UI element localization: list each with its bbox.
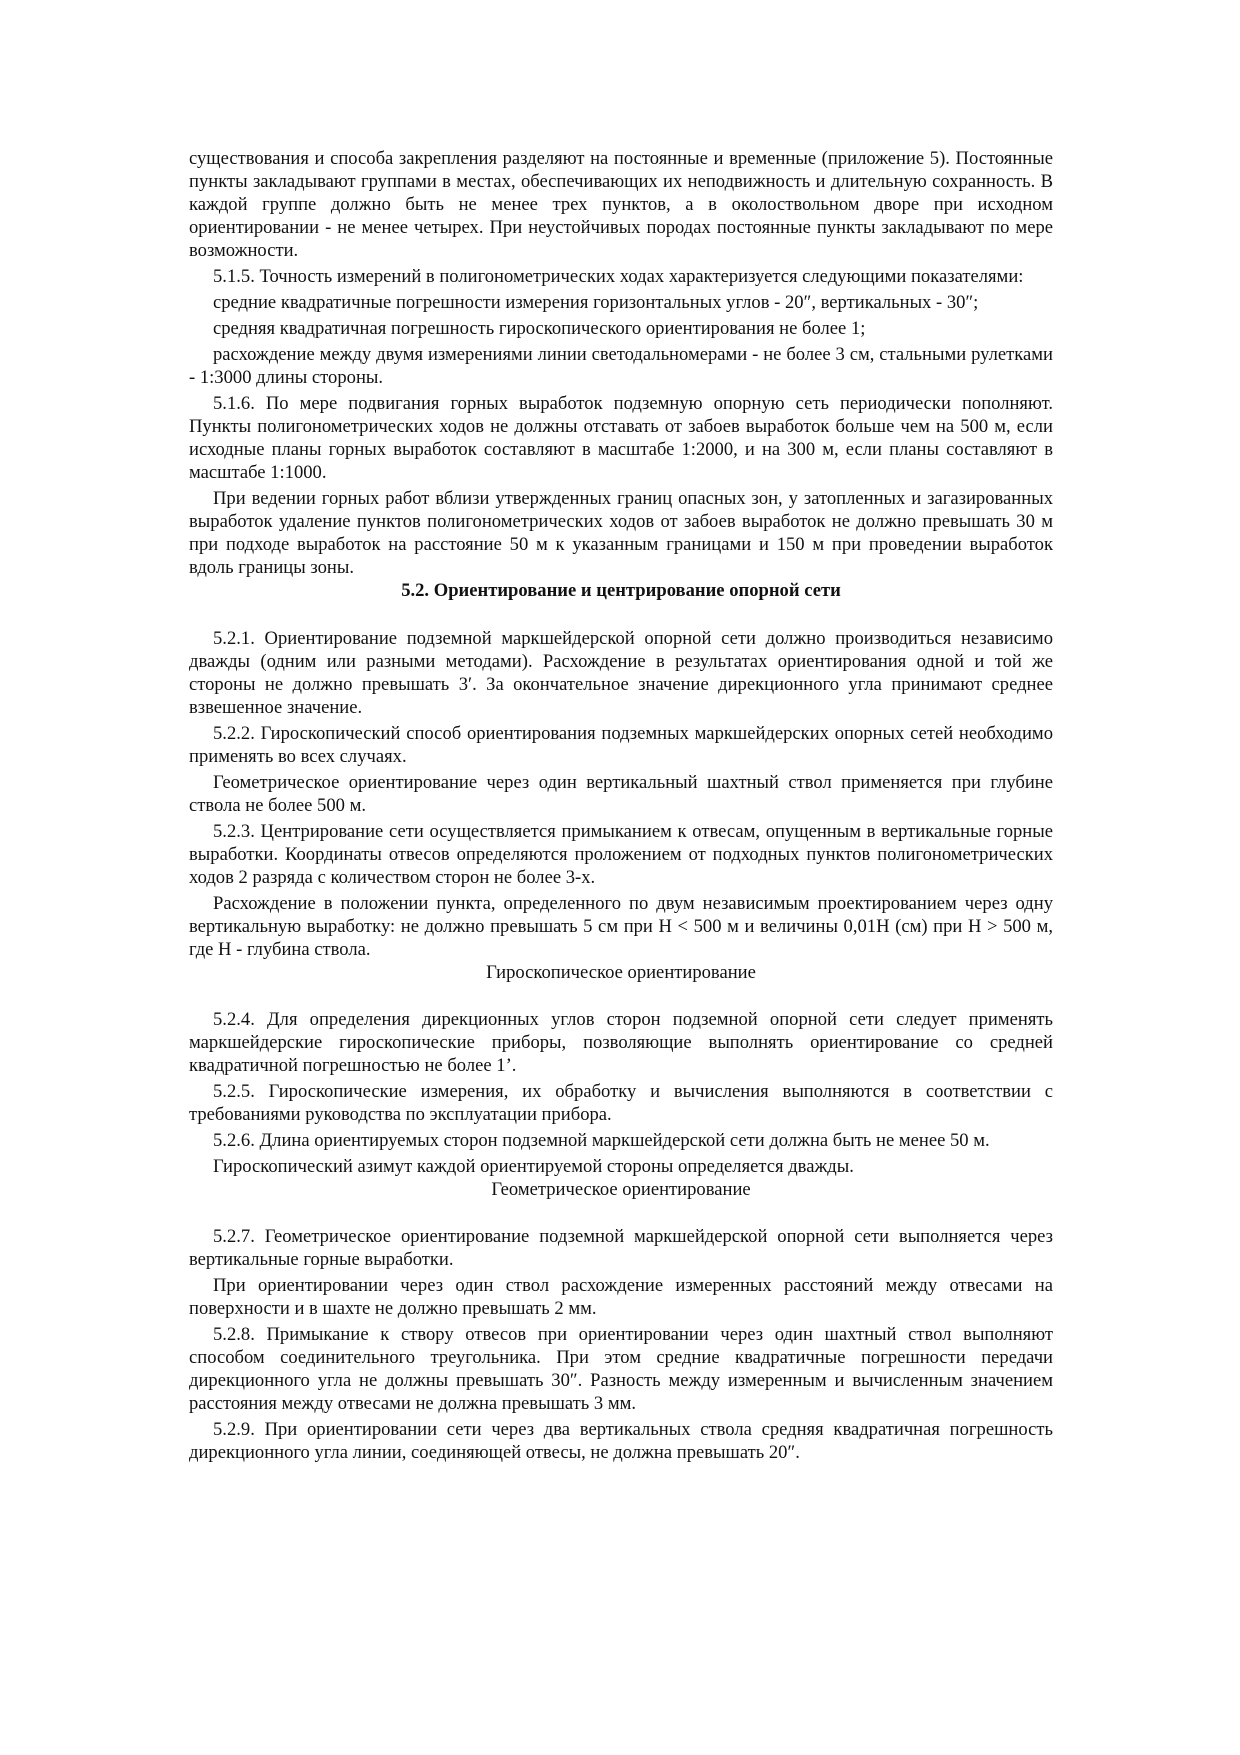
- paragraph-5-2-6: 5.2.6. Длина ориентируемых сторон подземной маркшейдерской сети должна быть не менее 50 м.: [213, 1130, 990, 1151]
- subheading-gyroscopic: Гироскопическое ориентирование: [486, 962, 756, 983]
- paragraph-5-2-3: 5.2.3. Центрирование сети осуществляется примыканием к отвесам, опущенным в вертикальные горные выработки. Координаты отвесов определяются проложением от подходных пунктов полигонометрических ходов 2 разряда с количеством сторон не более 3-х.: [189, 821, 1053, 888]
- paragraph-gyro-error: средняя квадратичная погрешность гироскопического ориентирования не более 1;: [213, 318, 866, 339]
- paragraph-distance-discrepancy: расхождение между двумя измерениями линии светодальномерами - не более 3 см, стальными рулетками - 1:3000 длины стороны.: [189, 344, 1053, 388]
- paragraph-angle-errors: средние квадратичные погрешности измерения горизонтальных углов - 20″, вертикальных - 30″;: [213, 292, 979, 313]
- paragraph-5-2-2: 5.2.2. Гироскопический способ ориентирования подземных маркшейдерских опорных сетей необходимо применять во всех случаях.: [189, 723, 1053, 767]
- paragraph-5-2-5: 5.2.5. Гироскопические измерения, их обработку и вычисления выполняются в соответствии с требованиями руководства по эксплуатации прибора.: [189, 1081, 1053, 1125]
- paragraph-5-1-6: 5.1.6. По мере подвигания горных выработок подземную опорную сеть периодически пополняют. Пункты полигонометрических ходов не должны отставать от забоев выработок больше чем на 500 м, если исходные планы горных выработок составляют в масштабе 1:2000, и на 300 м, если планы составляют в масштабе 1:1000.: [189, 393, 1053, 483]
- paragraph-danger-zones: При ведении горных работ вблизи утвержденных границ опасных зон, у затопленных и загазированных выработок удаление пунктов полигонометрических ходов от забоев выработок не должно превышать 30 м при подходе выработок на расстояние 50 м к указанным границами и 150 м при проведении выработок вдоль границы зоны.: [189, 488, 1053, 578]
- paragraph-gyro-azimuth: Гироскопический азимут каждой ориентируемой стороны определяется дважды.: [213, 1156, 854, 1177]
- paragraph-5-2-7: 5.2.7. Геометрическое ориентирование подземной маркшейдерской опорной сети выполняется через вертикальные горные выработки.: [189, 1226, 1053, 1270]
- subheading-geometric: Геометрическое ориентирование: [491, 1179, 751, 1200]
- paragraph-5-2-8: 5.2.8. Примыкание к створу отвесов при ориентировании через один шахтный ствол выполняют способом соединительного треугольника. При этом средние квадратичные погрешности передачи дирекционного угла не должны превышать 30″. Разность между измеренным и вычисленным значением расстояния между отвесами не должна превышать 3 мм.: [189, 1324, 1053, 1414]
- paragraph-geometric-one-shaft: Геометрическое ориентирование через один вертикальный шахтный ствол применяется при глубине ствола не более 500 м.: [189, 772, 1053, 816]
- paragraph-5-2-1: 5.2.1. Ориентирование подземной маркшейдерской опорной сети должно производиться независимо дважды (одним или разными методами). Расхождение в результатах ориентирования одной и той же стороны не должно превышать 3′. За окончательное значение дирекционного угла принимают среднее взвешенное значение.: [189, 628, 1053, 718]
- document-page: [189, 147, 1053, 1464]
- paragraph-one-shaft-discrepancy: При ориентировании через один ствол расхождение измеренных расстояний между отвесами на поверхности и в шахте не должно превышать 2 мм.: [189, 1275, 1053, 1319]
- section-heading-5-2: 5.2. Ориентирование и центрирование опорной сети: [401, 580, 841, 601]
- paragraph-5-2-9: 5.2.9. При ориентировании сети через два вертикальных ствола средняя квадратичная погрешность дирекционного угла линии, соединяющей отвесы, не должна превышать 20″.: [189, 1419, 1053, 1463]
- paragraph-position-discrepancy: Расхождение в положении пункта, определенного по двум независимым проектированием через одну вертикальную выработку: не должно превышать 5 см при Н < 500 м и величины 0,01Н (см) при Н > 500 м, где Н - глубина ствола.: [189, 893, 1053, 960]
- paragraph-5-1-5: 5.1.5. Точность измерений в полигонометрических ходах характеризуется следующими показателями:: [213, 266, 1024, 287]
- paragraph-5-2-4: 5.2.4. Для определения дирекционных углов сторон подземной опорной сети следует применять маркшейдерские гироскопические приборы, позволяющие выполнять ориентирование со средней квадратичной погрешностью не более 1’.: [189, 1009, 1053, 1076]
- paragraph-fixing-points: существования и способа закрепления разделяют на постоянные и временные (приложение 5). Постоянные пункты закладывают группами в местах, обеспечивающих их неподвижность и длительную сохранность. В каждой группе должно быть не менее трех пунктов, а в околоствольном дворе при исходном ориентировании - не менее четырех. При неустойчивых породах постоянные пункты закладывают по мере возможности.: [189, 148, 1053, 261]
